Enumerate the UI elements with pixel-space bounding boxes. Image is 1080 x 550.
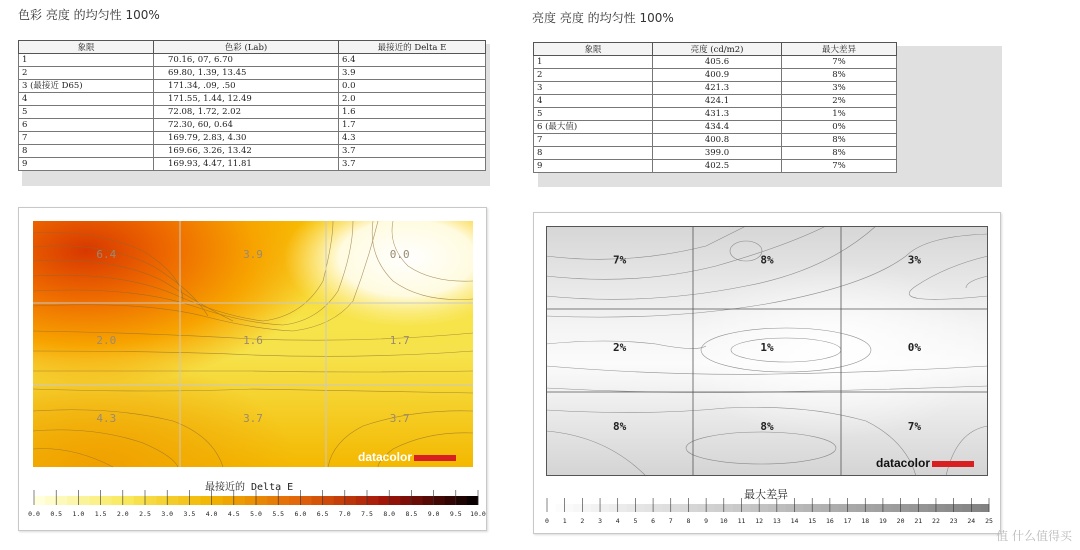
legend-swatch [323, 496, 334, 505]
legend-tick-label: 22 [932, 517, 940, 525]
table-cell: 1% [782, 108, 897, 121]
table-row [19, 67, 486, 80]
luminance-uniformity-table [533, 42, 897, 173]
legend-tick-label: 7.5 [361, 510, 373, 518]
table-cell: 169.79, 2.83, 4.30 [154, 132, 339, 145]
legend-tick-label: 10.0 [470, 510, 486, 518]
legend-swatch [56, 496, 67, 505]
legend-swatch [547, 504, 556, 512]
table-row [534, 121, 897, 134]
legend-swatch [945, 504, 954, 512]
legend-swatch [724, 504, 733, 512]
legend-swatch [980, 504, 989, 512]
legend-swatch [267, 496, 278, 505]
table-cell: 7 [19, 132, 154, 145]
legend-swatch [356, 496, 367, 505]
legend-swatch [367, 496, 378, 505]
legend-swatch [874, 504, 883, 512]
watermark: 值 什么值得买 [996, 529, 1072, 543]
legend-swatch [67, 496, 78, 505]
legend-swatch [312, 496, 323, 505]
table-cell: 8 [534, 147, 653, 160]
left-legend-title: 最接近的 Delta E [205, 482, 294, 493]
legend-tick-label: 9.0 [427, 510, 440, 518]
table-row [19, 119, 486, 132]
legend-swatch [821, 504, 830, 512]
table-cell: 1.6 [339, 106, 486, 119]
legend-swatch [178, 496, 189, 505]
table-cell: 69.80, 1.39, 13.45 [154, 67, 339, 80]
legend-tick-label: 17 [843, 517, 852, 525]
legend-tick-label: 7.0 [338, 510, 351, 518]
table-cell: 1 [19, 54, 154, 67]
legend-tick-label: 0.5 [50, 510, 63, 518]
legend-swatch [635, 504, 644, 512]
right-legend-title: 最大差异 [744, 488, 788, 501]
table-cell: 6 (最大值) [534, 121, 653, 134]
heatmap-cell-label: 2.0 [96, 334, 117, 347]
legend-tick-label: 5.5 [272, 510, 285, 518]
legend-swatch [223, 496, 234, 505]
table-cell: 0.0 [339, 80, 486, 93]
table-row [19, 54, 486, 67]
table-cell: 70.16, 07, 6.70 [154, 54, 339, 67]
legend-swatch [936, 504, 945, 512]
heatmap-cell-label: 4.3 [96, 411, 117, 425]
table-cell: 169.66, 3.26, 13.42 [154, 145, 339, 158]
legend-swatch [167, 496, 178, 505]
heatmap-cell-label: 8% [760, 420, 774, 434]
legend-swatch [300, 496, 311, 505]
table-cell: 9 [19, 158, 154, 171]
table-cell: 4.3 [339, 132, 486, 145]
table-row [534, 69, 897, 82]
heatmap-cell-label: 7% [613, 253, 627, 267]
legend-swatch [411, 496, 422, 505]
table-row [19, 93, 486, 106]
table-cell: 3.9 [339, 67, 486, 80]
legend-swatch [618, 504, 627, 512]
legend-swatch [400, 496, 411, 505]
legend-swatch [600, 504, 609, 512]
table-cell: 7% [782, 160, 897, 173]
table-cell: 8% [782, 134, 897, 147]
legend-tick-label: 24 [967, 517, 976, 525]
legend-swatch [256, 496, 267, 505]
legend-swatch [101, 496, 112, 505]
legend-swatch [680, 504, 689, 512]
legend-swatch [688, 504, 697, 512]
legend-swatch [741, 504, 750, 512]
legend-tick-label: 25 [985, 517, 993, 525]
heatmap-cell-label: 1.7 [389, 334, 410, 347]
legend-swatch [389, 496, 400, 505]
heatmap-cell-label: 1.6 [243, 334, 263, 347]
left-title: 色彩 亮度 的均匀性 100% [18, 8, 160, 22]
legend-swatch [582, 504, 591, 512]
legend-tick-label: 4.0 [205, 510, 218, 518]
max-difference-heatmap [546, 226, 988, 476]
legend-swatch [962, 504, 971, 512]
table-cell: 169.93, 4.47, 11.81 [154, 158, 339, 171]
legend-tick-label: 19 [879, 517, 887, 525]
legend-tick-label: 5.0 [250, 510, 262, 518]
legend-tick-label: 15 [808, 517, 817, 525]
legend-swatch [278, 496, 289, 505]
legend-tick-label: 3 [598, 517, 603, 525]
table-cell: 421.3 [653, 82, 782, 95]
table-cell: 8% [782, 69, 897, 82]
table-cell: 7% [782, 56, 897, 69]
table-cell: 72.08, 1.72, 2.02 [154, 106, 339, 119]
legend-swatch [927, 504, 936, 512]
legend-swatch [574, 504, 583, 512]
legend-swatch [839, 504, 848, 512]
legend-swatch [627, 504, 636, 512]
legend-tick-label: 8 [686, 517, 691, 525]
table-cell: 6.4 [339, 54, 486, 67]
legend-swatch [909, 504, 918, 512]
heatmap-cell-label: 8% [613, 420, 627, 434]
legend-swatch [697, 504, 706, 512]
legend-swatch [759, 504, 768, 512]
table-cell: 171.55, 1.44, 12.49 [154, 93, 339, 106]
legend-tick-label: 2 [580, 517, 585, 525]
table-cell: 72.30, 60, 0.64 [154, 119, 339, 132]
heatmap-cell-label: 0% [907, 341, 921, 354]
table-cell: 171.34, .09, .50 [154, 80, 339, 93]
max-difference-legend [543, 498, 993, 528]
table-cell: 9 [534, 160, 653, 173]
legend-swatch [445, 496, 456, 505]
table-cell: 3 (最接近 D65) [19, 80, 154, 93]
legend-tick-label: 4.5 [227, 510, 240, 518]
table-cell: 431.3 [653, 108, 782, 121]
legend-tick-label: 1.5 [94, 510, 107, 518]
legend-swatch [134, 496, 145, 505]
legend-tick-label: 6.5 [316, 510, 329, 518]
brand-text: datacolor [358, 450, 413, 464]
legend-tick-label: 9.5 [449, 510, 462, 518]
table-cell: 400.9 [653, 69, 782, 82]
legend-swatch [378, 496, 389, 505]
col-header-luminance: 亮度 (cd/m2) [653, 43, 782, 56]
legend-swatch [78, 496, 89, 505]
table-cell: 3 [534, 82, 653, 95]
heatmap-cell-label: 2% [613, 341, 627, 354]
col-header-quadrant-r: 象限 [534, 43, 653, 56]
legend-swatch [609, 504, 618, 512]
legend-tick-label: 5 [633, 517, 638, 525]
legend-swatch [212, 496, 223, 505]
table-cell: 2 [534, 69, 653, 82]
legend-swatch [883, 504, 892, 512]
right-title: 亮度 亮度 的均匀性 100% [532, 11, 674, 25]
legend-swatch [856, 504, 865, 512]
legend-tick-label: 10 [719, 517, 728, 525]
legend-swatch [812, 504, 821, 512]
legend-swatch [156, 496, 167, 505]
datacolor-logo-left [358, 450, 456, 464]
col-header-delta-e: 最接近的 Delta E [339, 41, 486, 54]
table-cell: 405.6 [653, 56, 782, 69]
color-uniformity-table [18, 40, 486, 171]
delta-e-legend [28, 490, 486, 522]
legend-tick-label: 6.0 [294, 510, 307, 518]
legend-swatch [289, 496, 300, 505]
legend-swatch [918, 504, 927, 512]
table-cell: 2 [19, 67, 154, 80]
heatmap-cell-label: 7% [907, 420, 921, 434]
legend-swatch [830, 504, 839, 512]
table-cell: 434.4 [653, 121, 782, 134]
table-cell: 5 [534, 108, 653, 121]
legend-swatch [556, 504, 565, 512]
table-row [534, 82, 897, 95]
legend-swatch [768, 504, 777, 512]
heatmap-cell-label: 6.4 [96, 247, 117, 261]
table-row [19, 145, 486, 158]
legend-swatch [706, 504, 715, 512]
legend-swatch [201, 496, 212, 505]
legend-tick-label: 3.0 [161, 510, 174, 518]
legend-swatch [662, 504, 671, 512]
legend-tick-label: 12 [755, 517, 764, 525]
col-header-lab: 色彩 (Lab) [154, 41, 339, 54]
legend-swatch [901, 504, 910, 512]
heatmap-cell-label: 3% [907, 253, 921, 267]
legend-swatch [112, 496, 123, 505]
legend-swatch [423, 496, 434, 505]
legend-swatch [777, 504, 786, 512]
legend-swatch [795, 504, 804, 512]
legend-swatch [123, 496, 134, 505]
table-cell: 1.7 [339, 119, 486, 132]
table-row [534, 108, 897, 121]
legend-swatch [345, 496, 356, 505]
table-cell: 424.1 [653, 95, 782, 108]
heatmap-cell-label: 3.7 [243, 411, 263, 425]
table-row [534, 160, 897, 173]
legend-tick-label: 14 [790, 517, 799, 525]
table-cell: 399.0 [653, 147, 782, 160]
legend-tick-label: 11 [737, 517, 746, 525]
legend-swatch [467, 496, 478, 505]
heatmap-cell-label: 0.0 [389, 247, 410, 261]
table-cell: 3% [782, 82, 897, 95]
legend-swatch [865, 504, 874, 512]
brand-text-right: datacolor [876, 456, 931, 470]
table-cell: 3.7 [339, 145, 486, 158]
table-cell: 8% [782, 147, 897, 160]
legend-swatch [644, 504, 653, 512]
legend-tick-label: 1 [562, 517, 567, 525]
legend-swatch [456, 496, 467, 505]
table-cell: 0% [782, 121, 897, 134]
legend-swatch [750, 504, 759, 512]
table-cell: 400.8 [653, 134, 782, 147]
table-cell: 5 [19, 106, 154, 119]
legend-swatch [234, 496, 245, 505]
legend-swatch [954, 504, 963, 512]
legend-swatch [434, 496, 445, 505]
legend-swatch [334, 496, 345, 505]
heatmap-cell-label: 8% [760, 253, 774, 267]
table-row [19, 106, 486, 119]
legend-swatch [892, 504, 901, 512]
legend-tick-label: 20 [896, 517, 905, 525]
legend-swatch [34, 496, 45, 505]
table-cell: 8 [19, 145, 154, 158]
col-header-quadrant: 象限 [19, 41, 154, 54]
table-row [534, 95, 897, 108]
legend-tick-label: 0.0 [28, 510, 40, 518]
legend-tick-label: 1.0 [72, 510, 85, 518]
table-cell: 6 [19, 119, 154, 132]
legend-tick-label: 9 [704, 517, 709, 525]
legend-tick-label: 23 [949, 517, 958, 525]
legend-tick-label: 0 [545, 517, 549, 525]
legend-swatch [733, 504, 742, 512]
table-cell: 3.7 [339, 158, 486, 171]
heatmap-cell-label: 3.9 [243, 247, 263, 261]
legend-tick-label: 21 [914, 517, 923, 525]
legend-tick-label: 3.5 [183, 510, 196, 518]
legend-tick-label: 2.5 [139, 510, 151, 518]
legend-swatch [715, 504, 724, 512]
legend-tick-label: 4 [615, 517, 620, 525]
legend-swatch [145, 496, 156, 505]
legend-swatch [786, 504, 795, 512]
legend-swatch [653, 504, 662, 512]
delta-e-heatmap [33, 221, 473, 467]
legend-swatch [245, 496, 256, 505]
heatmap-cell-label: 3.7 [389, 411, 410, 425]
table-cell: 1 [534, 56, 653, 69]
table-row [534, 134, 897, 147]
legend-tick-label: 8.5 [405, 510, 418, 518]
heatmap-cell-label: 1% [760, 341, 774, 354]
legend-swatch [45, 496, 56, 505]
legend-swatch [565, 504, 574, 512]
legend-swatch [803, 504, 812, 512]
table-cell: 4 [19, 93, 154, 106]
legend-swatch [971, 504, 980, 512]
legend-swatch [671, 504, 680, 512]
legend-swatch [90, 496, 101, 505]
datacolor-logo-right [876, 456, 974, 470]
table-cell: 2.0 [339, 93, 486, 106]
legend-tick-label: 7 [668, 517, 673, 525]
legend-tick-label: 6 [651, 517, 656, 525]
table-row [19, 158, 486, 171]
legend-tick-label: 8.0 [383, 510, 396, 518]
table-row [534, 147, 897, 160]
legend-tick-label: 13 [772, 517, 781, 525]
legend-swatch [591, 504, 600, 512]
legend-tick-label: 18 [861, 517, 870, 525]
col-header-max-diff: 最大差异 [782, 43, 897, 56]
table-cell: 4 [534, 95, 653, 108]
legend-swatch [848, 504, 857, 512]
table-row [19, 132, 486, 145]
table-cell: 402.5 [653, 160, 782, 173]
table-cell: 7 [534, 134, 653, 147]
table-row [19, 80, 486, 93]
legend-tick-label: 16 [825, 517, 834, 525]
table-cell: 2% [782, 95, 897, 108]
legend-tick-label: 2.0 [116, 510, 129, 518]
table-row [534, 56, 897, 69]
legend-swatch [189, 496, 200, 505]
